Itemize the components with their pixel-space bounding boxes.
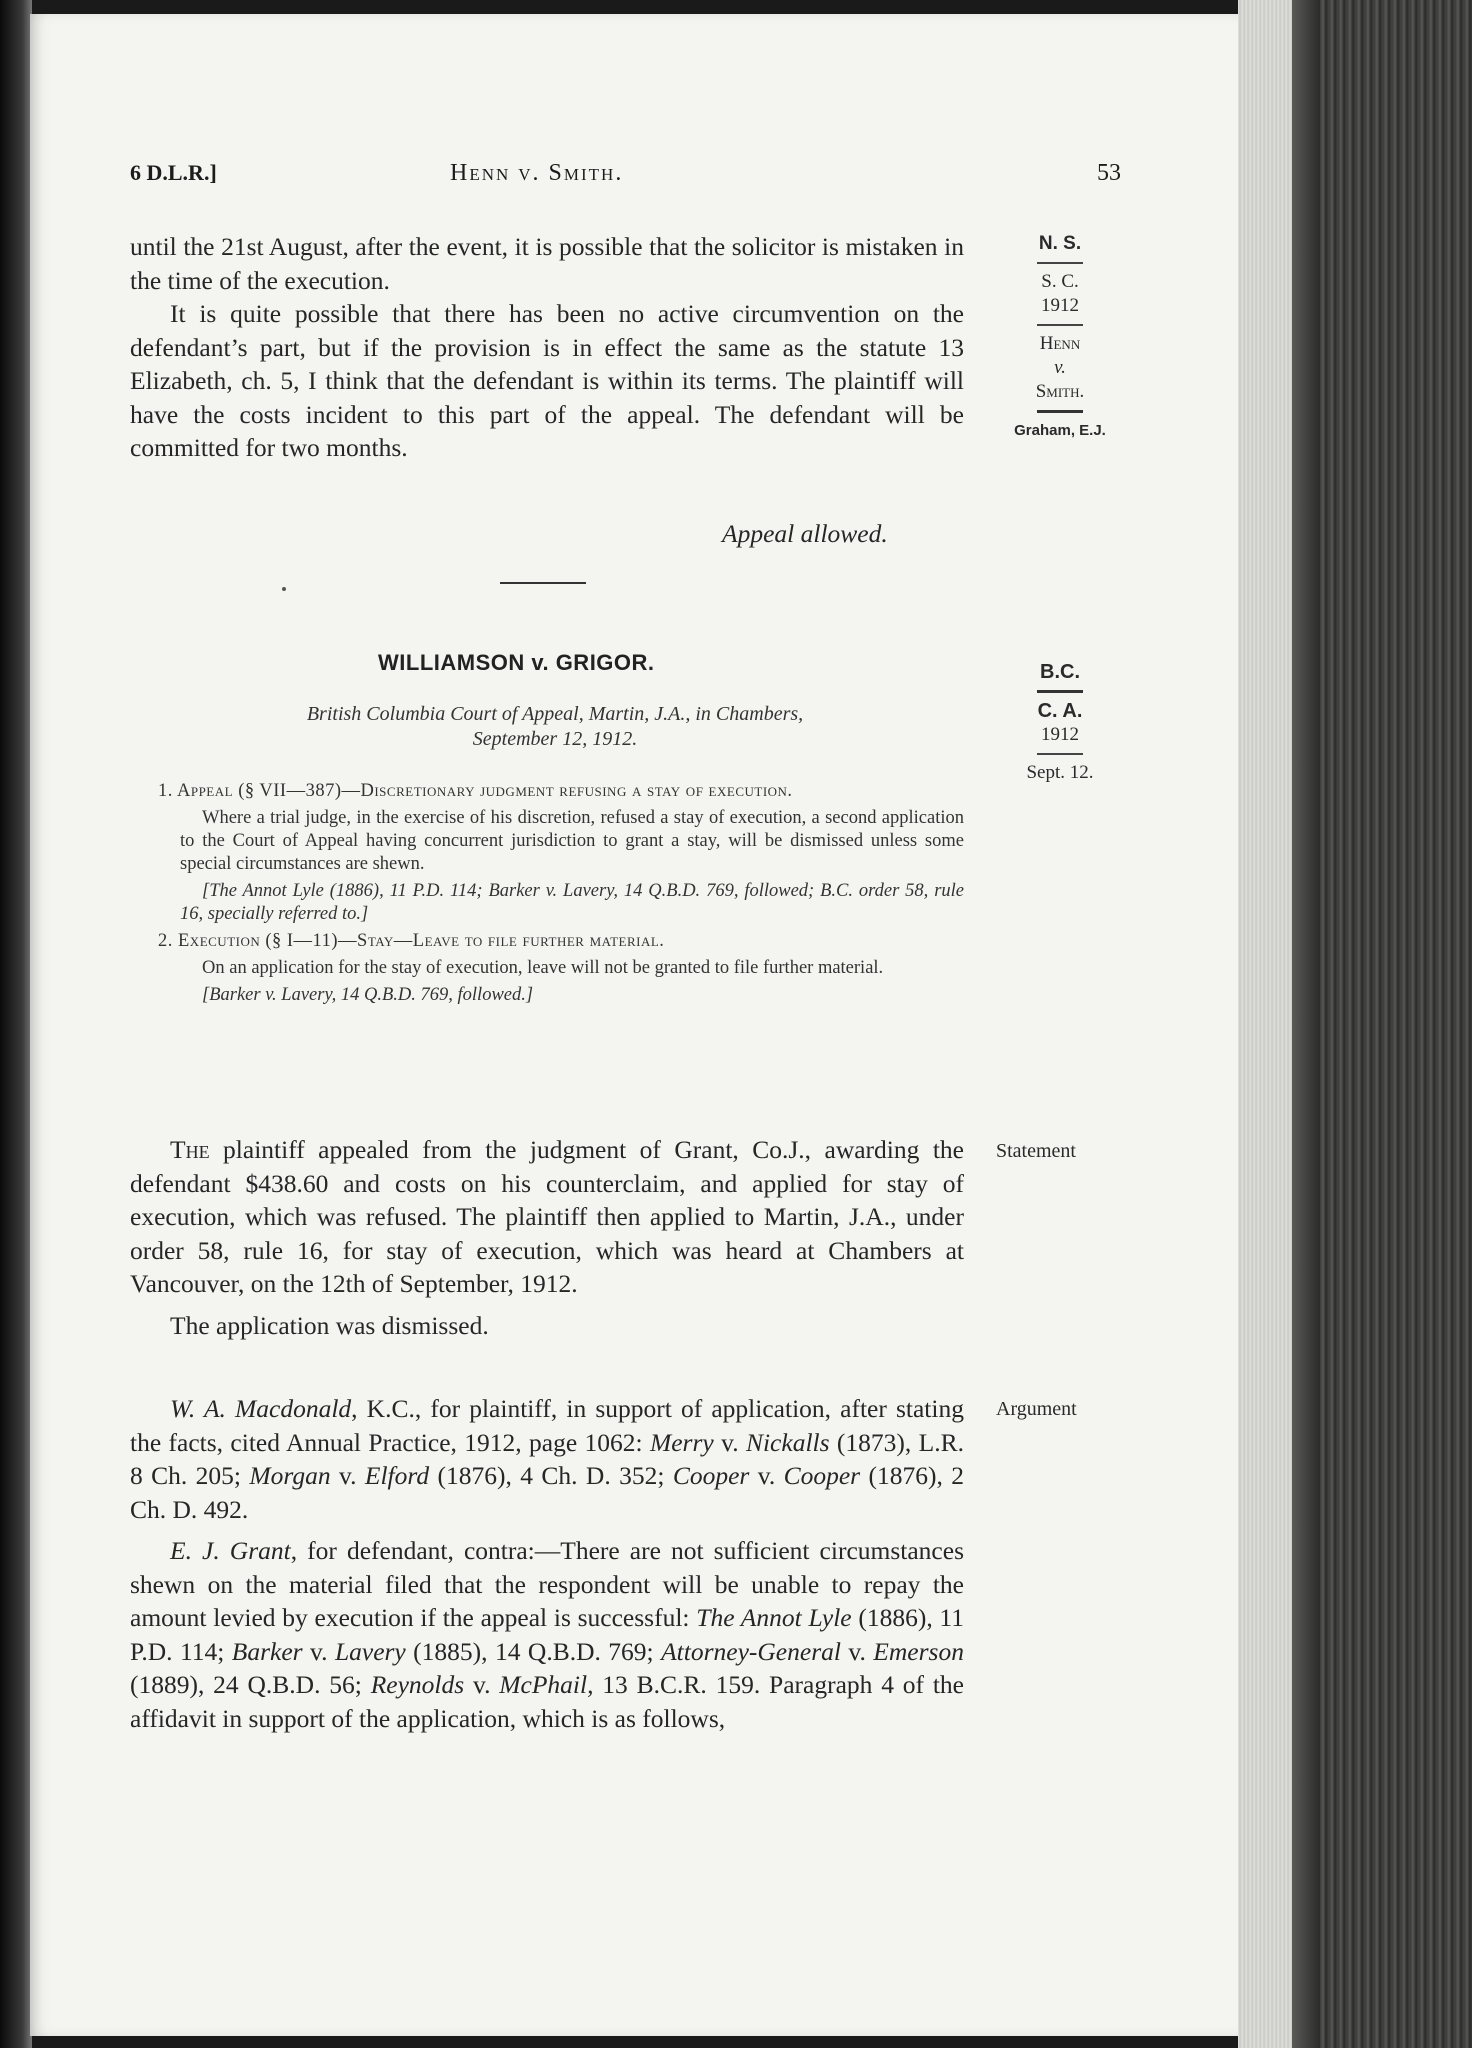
page-stack-band — [1292, 0, 1320, 2048]
margin-rule — [1037, 690, 1083, 693]
text: (1889), 24 Q.B.D. 56; — [130, 1670, 371, 1699]
margin-date: Sept. 12. — [1026, 762, 1094, 783]
headnote-2-text: On an application for the stay of execution, leave will not be granted to file further material. — [202, 958, 884, 978]
headnote-2-citation: [Barker v. Lavery, 14 Q.B.D. 769, followed.] — [202, 985, 534, 1005]
margin-rule — [1037, 753, 1083, 755]
text: v. — [464, 1670, 500, 1699]
paragraph — [130, 1534, 964, 1735]
case-name: Attorney-General — [661, 1636, 841, 1666]
margin-case-b: Smith. — [1035, 381, 1085, 402]
margin-province: B.C. — [1040, 661, 1080, 683]
argument-text — [130, 1392, 964, 1735]
header-volume: 6 D.L.R.] — [130, 160, 217, 185]
case-name: Nickalls — [745, 1427, 830, 1457]
text: v. — [749, 1461, 784, 1490]
case-name: The Annot Lyle — [696, 1603, 852, 1632]
text: (1885), 14 Q.B.D. 769; — [405, 1636, 662, 1666]
statement-text — [130, 1133, 964, 1342]
margin-year: 1912 — [1041, 724, 1079, 745]
section-separator — [500, 582, 586, 584]
page-stack-edge — [1238, 0, 1472, 2048]
text: (1873), L.R. 8 Ch. 205; — [130, 1427, 964, 1490]
headnote-1-citation: [The Annot Lyle (1886), 11 P.D. 114; Barker v. Lavery, 14 Q.B.D. 769, followed; B.C. order 58, rule 16, specially referred to.] — [180, 881, 964, 924]
margin-judge: Graham, E.J. — [1014, 422, 1106, 439]
case-name: Elford — [364, 1461, 430, 1490]
result-line: Appeal allowed. — [722, 519, 888, 548]
margin-notes-top — [1000, 232, 1120, 443]
case-name: Cooper — [783, 1461, 861, 1490]
margin-court: S. C. — [1041, 271, 1079, 292]
case-name: McPhail, — [499, 1670, 594, 1699]
counsel-name: W. A. Macdonald — [170, 1394, 352, 1423]
case-name: Cooper — [672, 1461, 750, 1490]
margin-argument-label: Argument — [996, 1398, 1077, 1420]
headnote-2-title: 2. Execution (§ I—11)—Stay—Leave to file further material. — [158, 931, 665, 951]
case-name: Barker — [231, 1636, 303, 1666]
margin-notes-case — [1000, 660, 1120, 785]
statement-body: plaintiff appealed from the judgment of Grant, Co.J., awarding the defendant $438.60 and costs on his counterclaim, and applied for stay of execution, which was refused. The plaintiff then applied to Martin, J.A., under order 58, rule 16, for stay of execution, which was heard at Chambers at Vancouver, on the 12th of September, 1912. — [130, 1135, 964, 1298]
text: , K.C., for plaintiff, in support of application, after stating the facts, cited Annual Practice, 1912, page 1062: — [130, 1394, 964, 1457]
court-line — [170, 702, 940, 752]
case-name: Lavery — [334, 1636, 406, 1666]
case-name: Emerson — [873, 1636, 964, 1666]
margin-case-a: Henn — [1039, 333, 1081, 354]
text: (1876), 4 Ch. D. 352; — [429, 1461, 673, 1490]
text: 13 B.C.R. 159. Paragraph 4 of the affidavit in support of the application, which is as follows, — [130, 1670, 964, 1733]
previous-page-edge — [0, 0, 32, 2048]
header-title: Henn v. Smith. — [450, 160, 624, 186]
page-number: 53 — [1097, 160, 1121, 186]
stray-dot — [282, 587, 286, 591]
margin-year: 1912 — [1041, 295, 1079, 316]
headnote-1-title: 1. Appeal (§ VII—387)—Discretionary judgment refusing a stay of execution. — [158, 781, 793, 801]
margin-rule — [1037, 262, 1083, 264]
headnote-1-text: Where a trial judge, in the exercise of his discretion, refused a stay of execution, a second application to the Court of Appeal having concurrent jurisdiction to grant a stay, will be dismissed unless some special circumstances are shewn. — [180, 808, 964, 874]
paragraph — [130, 1133, 964, 1301]
case-title: WILLIAMSON v. GRIGOR. — [378, 650, 655, 675]
court-line-2: September 12, 1912. — [472, 728, 638, 750]
statement-first-word: The — [170, 1135, 210, 1164]
text: v. — [330, 1461, 365, 1490]
margin-province: N. S. — [1038, 233, 1082, 254]
court-line-1: British Columbia Court of Appeal, Martin, J.A., in Chambers, — [306, 703, 804, 725]
paragraph: The application was dismissed. — [170, 1310, 489, 1340]
headnotes — [158, 780, 964, 1007]
margin-court: C. A. — [1037, 700, 1083, 722]
page-stack-band — [1238, 0, 1292, 2048]
case-name: Merry — [650, 1427, 714, 1457]
text: v. — [840, 1636, 874, 1666]
case-name: Reynolds — [370, 1670, 465, 1699]
margin-statement-label: Statement — [996, 1140, 1076, 1162]
case-name: Morgan — [249, 1461, 331, 1490]
page-stack-band — [1320, 0, 1472, 2048]
text: , for defendant, contra:—There are not sufficient circumstances shewn on the material filed that the respondent will be unable to repay the amount levied by execution if the appeal is successful: — [130, 1536, 964, 1632]
text: v. — [713, 1427, 746, 1457]
margin-rule — [1037, 410, 1083, 413]
text: (1876), 2 Ch. D. 492. — [130, 1461, 964, 1524]
text: (1886), 11 P.D. 114; — [130, 1603, 964, 1666]
margin-rule — [1037, 324, 1083, 326]
margin-case-v: v. — [1054, 357, 1066, 378]
paragraph — [130, 1392, 964, 1526]
text: v. — [302, 1636, 335, 1666]
paragraph: until the 21st August, after the event, it is possible that the solicitor is mistaken in the time of the execution. — [130, 232, 964, 295]
paragraph: It is quite possible that there has been no active circumvention on the defendant’s part, but if the provision is in effect the same as the statute 13 Elizabeth, ch. 5, I think that the defendant is within its terms. The plaintiff will have the costs incident to this part of the appeal. The defendant will be committed for two months. — [130, 299, 964, 462]
counsel-name: E. J. Grant — [170, 1536, 291, 1565]
continuation-text — [130, 230, 964, 465]
